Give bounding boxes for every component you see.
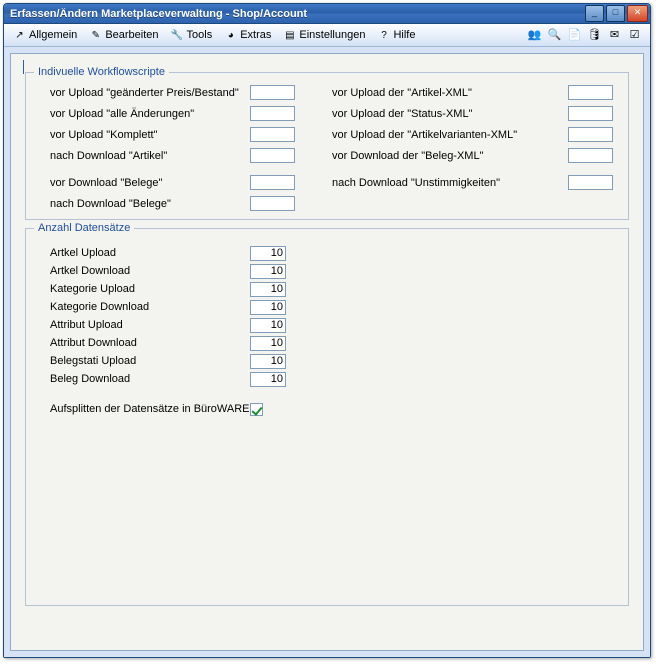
toolbar-icon-group: [527, 28, 646, 43]
menu-bearbeiten[interactable]: [84, 26, 165, 45]
count-row: [50, 281, 620, 297]
input-belegstati-upload[interactable]: [250, 354, 286, 369]
tools-icon: 🔧: [170, 29, 184, 41]
extras-icon: ◕: [227, 29, 234, 41]
group-title: Anzahl Datensätze: [34, 222, 134, 234]
input-vor-upload-komplett[interactable]: [250, 127, 295, 142]
checkbox-aufsplitten-datensaetze[interactable]: [250, 403, 263, 416]
field-label: vor Upload "Komplett": [50, 128, 158, 141]
menu-toolbar: [4, 24, 650, 47]
input-vor-download-beleg-xml[interactable]: [568, 148, 613, 163]
count-row: [50, 317, 620, 333]
field-label: nach Download "Unstimmigkeiten": [332, 176, 500, 189]
count-row: [50, 299, 620, 315]
input-vor-upload-preis-bestand[interactable]: [250, 85, 295, 100]
field-label: Belegstati Upload: [50, 355, 137, 367]
field-label: vor Upload der "Artikel-XML": [332, 86, 472, 99]
zoom-icon[interactable]: 🔍: [547, 28, 562, 41]
field-label: Beleg Download: [50, 373, 131, 385]
menu-einstellungen[interactable]: [278, 26, 372, 45]
workflow-grid-lower: [34, 175, 620, 211]
mail-icon[interactable]: ✉: [609, 28, 620, 41]
field-label: Aufsplitten der Datensätze in BüroWARE: [50, 403, 250, 415]
menu-tools[interactable]: [166, 26, 220, 45]
field-label: nach Download "Artikel": [50, 149, 168, 162]
field-label: Artkel Upload: [50, 247, 117, 259]
arrow-icon: ↗: [15, 29, 24, 41]
input-kategorie-upload[interactable]: [250, 282, 286, 297]
input-artikel-download[interactable]: [250, 264, 286, 279]
database-icon[interactable]: 🛢: [587, 28, 602, 41]
input-vor-download-belege[interactable]: [250, 175, 295, 190]
input-vor-upload-alle-aenderungen[interactable]: [250, 106, 295, 121]
field-label: vor Upload der "Status-XML": [332, 107, 473, 120]
window-controls: [585, 5, 648, 22]
group-filler: [50, 417, 620, 597]
field-label: nach Download "Belege": [50, 197, 171, 210]
input-vor-upload-artikel-xml[interactable]: [568, 85, 613, 100]
group-title: Indivuelle Workflowscripte: [34, 66, 169, 78]
menu-label: Hilfe: [393, 29, 416, 41]
section-gap: [34, 163, 620, 175]
client-area: [4, 47, 650, 657]
input-nach-download-unstimmigkeiten[interactable]: [568, 175, 613, 190]
counts-list: [34, 241, 620, 597]
maximize-button[interactable]: □: [606, 5, 625, 22]
menu-extras[interactable]: [219, 26, 278, 45]
title-bar: [4, 4, 650, 24]
field-label: vor Upload "alle Änderungen": [50, 107, 195, 120]
workflow-grid: [34, 85, 620, 163]
count-row: [50, 335, 620, 351]
field-label: vor Upload der "Artikelvarianten-XML": [332, 128, 518, 141]
input-attribut-upload[interactable]: [250, 318, 286, 333]
field-label: vor Download der "Beleg-XML": [332, 149, 484, 162]
field-label: vor Upload "geänderter Preis/Bestand": [50, 86, 239, 99]
count-row: [50, 353, 620, 369]
group-anzahl-datensaetze: [25, 222, 629, 606]
new-document-icon[interactable]: 📄: [567, 28, 582, 41]
settings-icon: ▤: [285, 29, 295, 41]
help-icon: ?: [381, 29, 387, 41]
close-button[interactable]: ✕: [627, 5, 648, 22]
input-kategorie-download[interactable]: [250, 300, 286, 315]
field-label: vor Download "Belege": [50, 176, 163, 189]
edit-icon: ✎: [91, 29, 100, 41]
input-attribut-download[interactable]: [250, 336, 286, 351]
menu-hilfe[interactable]: [372, 26, 422, 45]
menu-label: Einstellungen: [299, 29, 366, 41]
count-row: [50, 245, 620, 261]
users-icon[interactable]: 👥: [527, 28, 542, 41]
input-nach-download-belege[interactable]: [250, 196, 295, 211]
minimize-button[interactable]: _: [585, 5, 604, 22]
count-row: [50, 371, 620, 387]
field-label: Kategorie Download: [50, 301, 150, 313]
menu-label: Allgemein: [29, 29, 78, 41]
field-label: Artkel Download: [50, 265, 131, 277]
input-vor-upload-status-xml[interactable]: [568, 106, 613, 121]
input-artikel-upload[interactable]: [250, 246, 286, 261]
input-vor-upload-artikelvarianten-xml[interactable]: [568, 127, 613, 142]
menu-label: Tools: [186, 29, 213, 41]
window-title: Erfassen/Ändern Marketplaceverwaltung - Shop/Account: [10, 7, 308, 20]
field-label: Attribut Upload: [50, 319, 123, 331]
input-beleg-download[interactable]: [250, 372, 286, 387]
group-workflowscripte: [25, 66, 629, 220]
menu-label: Bearbeiten: [105, 29, 159, 41]
menu-allgemein[interactable]: [8, 26, 84, 45]
menu-label: Extras: [240, 29, 272, 41]
application-window: [3, 3, 651, 658]
input-nach-download-artikel[interactable]: [250, 148, 295, 163]
confirm-icon[interactable]: ☑: [629, 28, 640, 41]
count-row: [50, 263, 620, 279]
text-caret: [23, 60, 24, 74]
field-label: Kategorie Upload: [50, 283, 136, 295]
form-page: [10, 53, 644, 651]
checkbox-row: [50, 401, 620, 417]
field-label: Attribut Download: [50, 337, 137, 349]
